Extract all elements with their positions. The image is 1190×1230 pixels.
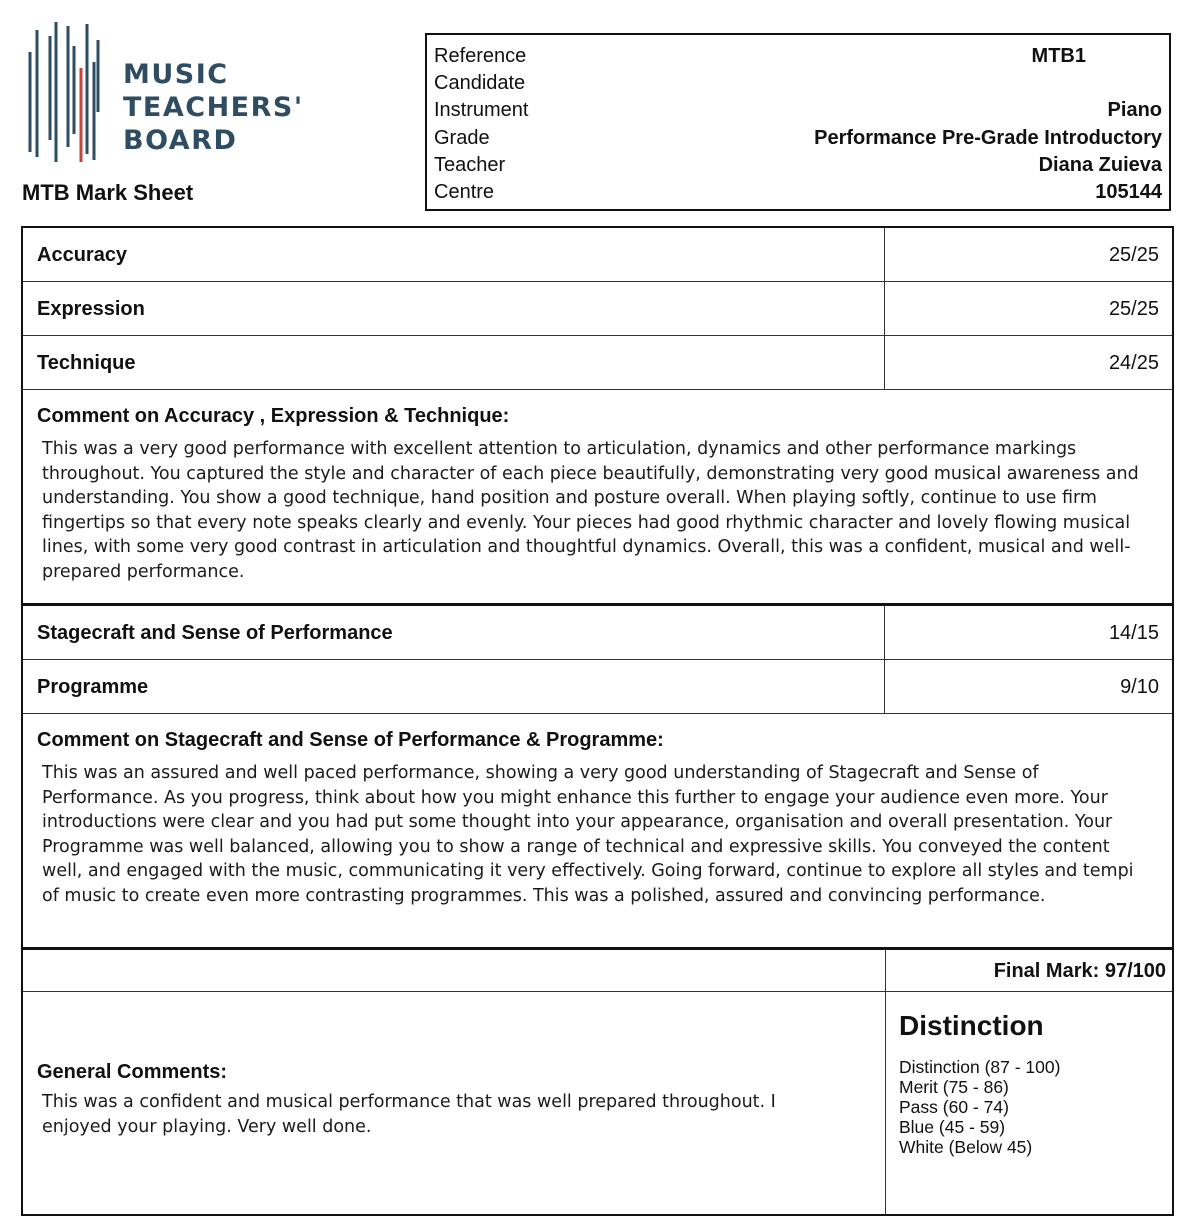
band-item: Distinction (87 - 100): [899, 1057, 1061, 1077]
comment-title: Comment on Stagecraft and Sense of Performance & Programme:: [37, 729, 664, 751]
logo-line-board: BOARD: [123, 125, 238, 156]
comment-text: This was an assured and well paced performance, showing a very good understanding of Stagecraft and Sense of Performance. As you progress, think about how you might enhance this further to engage your audience even more. Your introductions were clear and you had put some thought into your appearance, organisation and overall presentation. Your Programme was well balanced, allowing you to show a range of technical and expressive skills. You conveyed the content well, and engaged with the music, communicating it very effectively. Going forward, continue to explore all styles and tempi of music to create even more contrasting programmes. This was a polished, assured and convincing performance.: [42, 763, 1134, 906]
criterion-score: 24/25: [1108, 352, 1159, 374]
detail-label: Grade: [434, 126, 490, 149]
band-item: White (Below 45): [899, 1137, 1033, 1157]
final-mark: Final Mark: 97/100: [993, 960, 1166, 982]
general-comments-title: General Comments:: [37, 1061, 228, 1083]
band-item: Merit (75 - 86): [899, 1077, 1009, 1097]
criterion-label: Stagecraft and Sense of Performance: [37, 622, 393, 644]
detail-label: Reference: [434, 45, 527, 67]
detail-row-instrument: [434, 97, 1162, 124]
criterion-score: 25/25: [1108, 244, 1159, 266]
band-legend: [899, 1057, 1060, 1157]
detail-row-centre: [434, 179, 1162, 206]
criterion-label: Expression: [37, 298, 145, 320]
criterion-label: Technique: [37, 352, 136, 374]
detail-label: Centre: [434, 180, 495, 203]
band-item: Blue (45 - 59): [899, 1117, 1006, 1137]
criterion-label: Programme: [37, 676, 149, 698]
score-row-technique: [23, 336, 1172, 390]
logo-bars-icon: [22, 22, 114, 162]
sheet-title: MTB Mark Sheet: [22, 180, 194, 205]
comment-text: This was a very good performance with excellent attention to articulation, dynamics and other performance markings throughout. You captured the style and character of each piece beautifully, demonstrating very good musical awareness and understanding. You show a good technique, hand position and posture overall. When playing softly, continue to use firm fingertips so that every note speaks clearly and evenly. Your pieces had good rhythmic character and lovely flowing musical lines, with some very good contrast in articulation and thoughtful dynamics. Overall, this was a confident, musical and well-prepared performance.: [42, 439, 1139, 582]
logo-line-music: MUSIC: [123, 59, 229, 90]
detail-value: Piano: [1107, 99, 1162, 122]
criterion-score: 9/10: [1120, 676, 1159, 698]
mark-sheet-table: [21, 226, 1174, 1216]
comment-block-stagecraft: [23, 714, 1172, 950]
column-divider: [884, 336, 885, 389]
logo-wordmark: [123, 58, 304, 157]
detail-label: Instrument: [434, 99, 529, 122]
detail-value: Diana Zuieva: [1038, 153, 1162, 176]
detail-row-teacher: [434, 152, 1162, 179]
criterion-label: Accuracy: [37, 244, 128, 266]
mtb-logo: [22, 22, 304, 162]
candidate-details-box: [425, 33, 1171, 211]
criterion-score: 14/15: [1108, 622, 1159, 644]
detail-value: MTB1: [1031, 45, 1086, 67]
criterion-score: 25/25: [1108, 298, 1159, 320]
score-row-stagecraft: [23, 606, 1172, 660]
column-divider: [884, 606, 885, 659]
detail-value: Performance Pre-Grade Introductory: [814, 126, 1162, 149]
score-row-accuracy: [23, 228, 1172, 282]
column-divider: [885, 950, 886, 991]
general-comments-text: This was a confident and musical performance that was well prepared throughout. I enjoyed your playing. Very well done.: [42, 1092, 776, 1137]
score-row-expression: [23, 282, 1172, 336]
comment-block-accuracy: [23, 390, 1172, 606]
column-divider: [884, 660, 885, 713]
detail-label: Teacher: [434, 153, 506, 176]
final-mark-row: [23, 950, 1172, 992]
column-divider: [884, 228, 885, 281]
comment-title: Comment on Accuracy , Expression & Technique:: [37, 405, 510, 427]
detail-label: Candidate: [434, 72, 526, 95]
detail-row-reference: [434, 43, 1162, 70]
detail-row-grade: [434, 125, 1162, 152]
column-divider: [885, 992, 886, 1214]
detail-value: 105144: [1095, 180, 1162, 203]
score-row-programme: [23, 660, 1172, 714]
general-comments-section: [23, 992, 1172, 1214]
band-item: Pass (60 - 74): [899, 1097, 1009, 1117]
detail-row-candidate: [434, 70, 1162, 97]
logo-line-teachers: TEACHERS': [123, 92, 304, 123]
column-divider: [884, 282, 885, 335]
result-band: Distinction: [899, 1010, 1044, 1041]
